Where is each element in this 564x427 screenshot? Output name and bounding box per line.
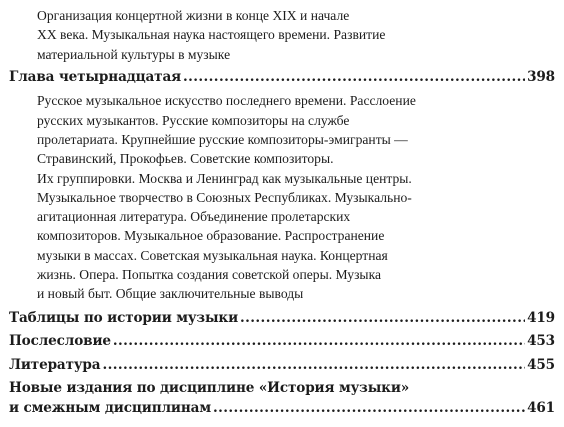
- toc-entry-page: 398: [527, 68, 555, 85]
- toc-entry-afterword[interactable]: [9, 332, 555, 352]
- dot-leader: [113, 332, 525, 352]
- table-of-contents: [9, 6, 555, 418]
- toc-entry-title: Литература: [9, 356, 101, 373]
- dot-leader: [183, 68, 525, 88]
- toc-entry-chapter-14[interactable]: [9, 68, 555, 88]
- toc-entry-literature[interactable]: [9, 356, 555, 376]
- toc-entry-title: Послесловие: [9, 333, 111, 350]
- toc-entry-page: 419: [527, 309, 555, 326]
- dot-leader: [102, 356, 525, 376]
- toc-entry-page: 453: [527, 333, 555, 350]
- toc-entry-title-line1: Новые издания по дисциплине «История музыки»: [9, 380, 410, 397]
- toc-entry-page: 461: [527, 399, 555, 416]
- toc-entry-title-line2: и смежным дисциплинам: [9, 399, 211, 416]
- toc-entry-tables[interactable]: [9, 309, 555, 329]
- dot-leader: [240, 309, 525, 329]
- toc-entry-page: 455: [527, 356, 555, 373]
- dot-leader: [213, 399, 525, 419]
- toc-entry-title: Таблицы по истории музыки: [9, 309, 239, 326]
- toc-entry-new-editions[interactable]: [9, 379, 555, 418]
- toc-entry-title: Глава четырнадцатая: [9, 68, 182, 85]
- chapter-description-intro: Организация концертной жизни в конце XIX и начале XX века. Музыкальная наука настоящего времени. Развитие материальной культуры в музыке: [37, 8, 386, 62]
- chapter-description-14: Русское музыкальное искусство последнего времени. Расслоение русских музыкантов. Русские композиторы на службе пролетариата. Крупнейшие русские композиторы-эмигранты — Стравинский, Прокофьев. Советские композиторы. Их группировки. Москва и Ленинград как музыкальные центры. Музыкальное творчество в Союзных Республиках. Музыкально- агитационная литература. Объединение пролетарских композиторов. Музыкальное образование. Распространение музыки в массах. Советская музыкальная наука. Концертная жизнь. Опера. Попытка создания советской оперы. Музыка и новый быт. Общие заключительные выводы: [37, 93, 416, 302]
